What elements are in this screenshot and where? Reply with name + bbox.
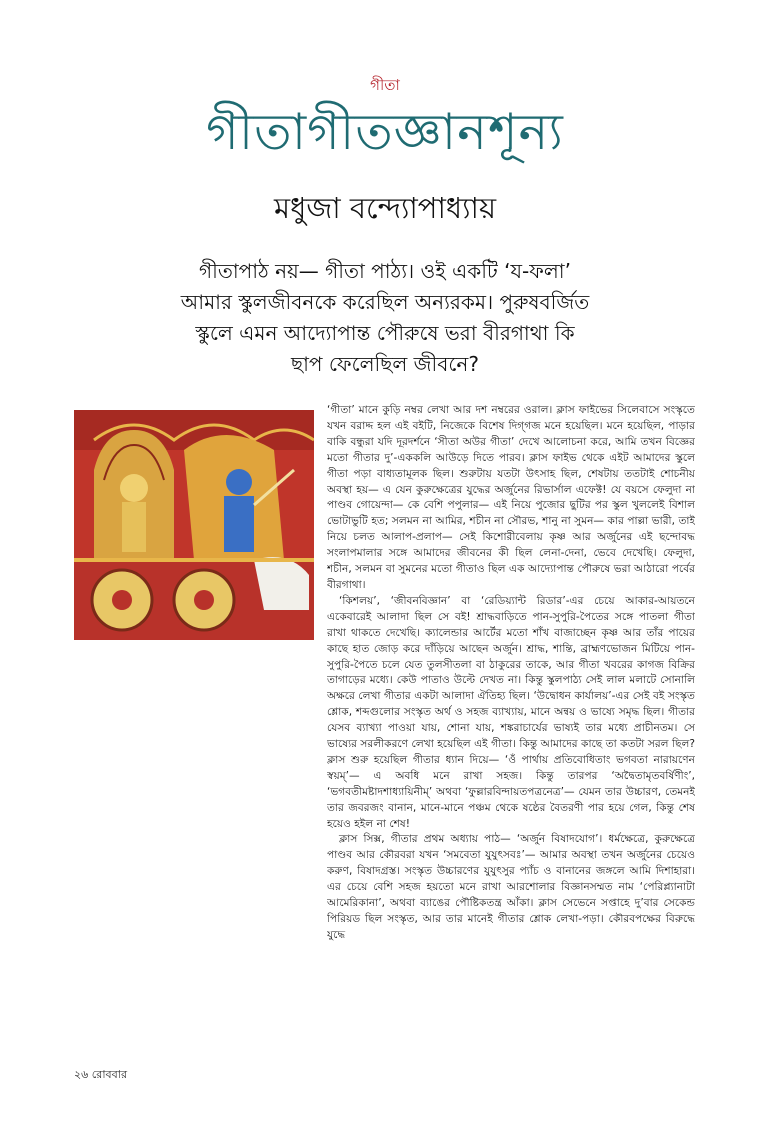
standfirst-line: স্কুলে এমন আদ্যোপান্ত পৌরুষে ভরা বীরগাথা কি bbox=[195, 321, 575, 345]
standfirst-line: ছাপ ফেলেছিল জীবনে? bbox=[291, 352, 479, 376]
standfirst-line: গীতাপাঠ নয়— গীতা পাঠ্য। ওই একটি ‘য-ফলা’ bbox=[199, 259, 571, 283]
page-title: গীতাগীতজ্ঞানশূন্য bbox=[206, 103, 564, 161]
author-byline: মধুজা বন্দ্যোপাধ্যায় bbox=[273, 191, 497, 225]
page-folio: ২৬ রোববার bbox=[74, 1068, 127, 1081]
section-label: গীতা bbox=[370, 76, 400, 94]
paragraph: ক্লাস সিক্স, গীতার প্রথম অধ্যায় পাঠ— ‘অর্জুন বিষাদযোগ’। ধর্মক্ষেত্রে, কুরুক্ষেত্রে পাণ্ডব আর কৌরবরা যখন ‘সমবেতা যুযুৎসবঃ’— আমার অবস্থা তখন অর্জুনের চেয়েও করুণ, বিষাদগ্রস্ত। সংস্কৃত উচ্চারণের যুযুৎসুর প্যাঁচ ও বানানের জঙ্গলে আমি দিশাহারা। এর চেয়ে বেশি সহজ হয়তো মনে রাখা আরশোলার বিজ্ঞানসম্মত নাম ‘পেরিপ্ল্যানাটা আমেরিকানা’, অথবা ব্যাঙের পৌষ্টিকতন্ত্র আঁকা। ক্লাস সেভেনে সপ্তাহে দু’বার সেকেন্ড পিরিয়ড ছিল সংস্কৃত, আর তার মানেই গীতার শ্লোক লেখা-পড়া। কৌরবপক্ষের বিরুদ্ধে যুদ্ধে bbox=[327, 833, 695, 941]
article-body bbox=[327, 403, 695, 1063]
krishna-arjuna-painting bbox=[74, 410, 314, 640]
standfirst-line: আমার স্কুলজীবনকে করেছিল অন্যরকম। পুরুষবর্জিত bbox=[180, 290, 590, 314]
paragraph: ‘কিশলয়’, ‘জীবনবিজ্ঞান’ বা ‘রেডিয়্যান্ট রিডার’-এর চেয়ে আকার-আয়তনে একেবারেই আলাদা ছিল সে বই! শ্রাদ্ধবাড়িতে পান-সুপুরি-পৈতের সঙ্গে পাতলা গীতা রাখা থাকতে দেখেছি। ক্যালেন্ডার আর্টের মতো শাঁখ বাজাচ্ছেন কৃষ্ণ আর তাঁর পায়ের কাছে হাত জোড় করে দাঁড়িয়ে আছেন অর্জুন। শ্রাদ্ধ, শান্তি, ব্রাহ্মণভোজন মিটিয়ে পান-সুপুরি-পৈতে চলে যেত তুলসীতলা বা ঠাকুরের তাকে, আর গীতা খবরের কাগজ বিক্রির তাগাড়ের মধ্যে। কেউ পাতাও উল্টে দেখত না। কিন্তু স্কুলপাঠ্য সেই লাল মলাটে সোনালি অক্ষরে লেখা গীতার একটা আলাদা ঐতিহ্য ছিল। ‘উদ্বোধন কার্যালয়’-এর সেই বই সংস্কৃত শ্লোক, শব্দগুলোর সংস্কৃত অর্থ ও সহজ ব্যাখ্যায়, মানে অন্বয় ও ভাষ্যে সমৃদ্ধ ছিল। গীতার যেসব ব্যাখ্যা পাওয়া যায়, শোনা যায়, শঙ্করাচার্যের ভাষ্যই তার মধ্যে প্রাচীনতম। সে ভাষ্যের সরলীকরণে লেখা হয়েছিল এই গীতা। কিন্তু আমাদের কাছে তা কতটা সরল ছিল? ক্লাস শুরু হয়েছিল গীতার ধ্যান দিয়ে— ‘ওঁ পার্থায় প্রতিবোধিতাং ভগবতা নারায়ণেন স্বয়ম্’— এ অবধি মনে রাখা সহজ। কিন্তু তারপর ‘অদ্বৈতামৃতবর্ষিণীং’, ‘ভগবতীমষ্টাদশাধ্যায়িনীম্’ অথবা ‘ফুল্লারবিন্দায়তপত্রনেত্র’— যেমন তার উচ্চারণ, তেমনই তার জবরজং বানান, মানে-মানে পঞ্চম থেকে ষষ্ঠের বৈতরণী পার হয়ে গেল, কিন্তু শেষ হয়েও হইল না শেষ! bbox=[327, 594, 695, 830]
standfirst bbox=[150, 256, 620, 380]
paragraph: ‘গীতা’ মানে কুড়ি নম্বর লেখা আর দশ নম্বরের ওরাল। ক্লাস ফাইভের সিলেবাসে সংস্কৃতে যখন বরাদ্দ হল এই বইটি, নিজেকে বিশেষ দিগ্‌গজ মনে হয়েছিল। মনে হয়েছিল, পাড়ার বাকি বন্ধুরা যদি দূরদর্শনে ‘সীতা অউর গীতা’ দেখে আলোচনা করে, আমি তখন বিজ্ঞের মতো গীতার দু’-এককলি আউড়ে দিতে পারব। ক্লাস ফাইভ থেকে এইট আমাদের স্কুলে গীতা পড়া বাধ্যতামূলক ছিল। শুরুটায় যতটা উৎসাহ ছিল, শেষটায় ততটাই শোচনীয় অবস্থা হয়— এ যেন কুরুক্ষেত্রের যুদ্ধের অর্জুনের রিভার্সাল এফেক্ট! যে বয়সে ফেলুদা না পাণ্ডব গোয়েন্দা— কে বেশি পপুলার— এই নিয়ে পুজোর ছুটির পর স্কুল খুললেই বিশাল ভোটাভুটি হত; সলমন না আমির, শচীন না সৌরভ, শানু না সুমন— কার পাল্লা ভারী, তাই নিয়ে চলত আলাপ-প্রলাপ— সেই কিশোরীবেলায় কৃষ্ণ আর অর্জুনের এই ছন্দোবদ্ধ সংলাপমালার সঙ্গে আমাদের জীবনের কী ছিল লেনা-দেনা, ভেবে দেখেছি। ফেলুদা, শচীন, সলমন বা সুমনের মতো গীতাও ছিল এক আদ্যোপান্ত পৌরুষে ভরা আঠারো পর্বের বীরগাথা। bbox=[327, 404, 695, 591]
